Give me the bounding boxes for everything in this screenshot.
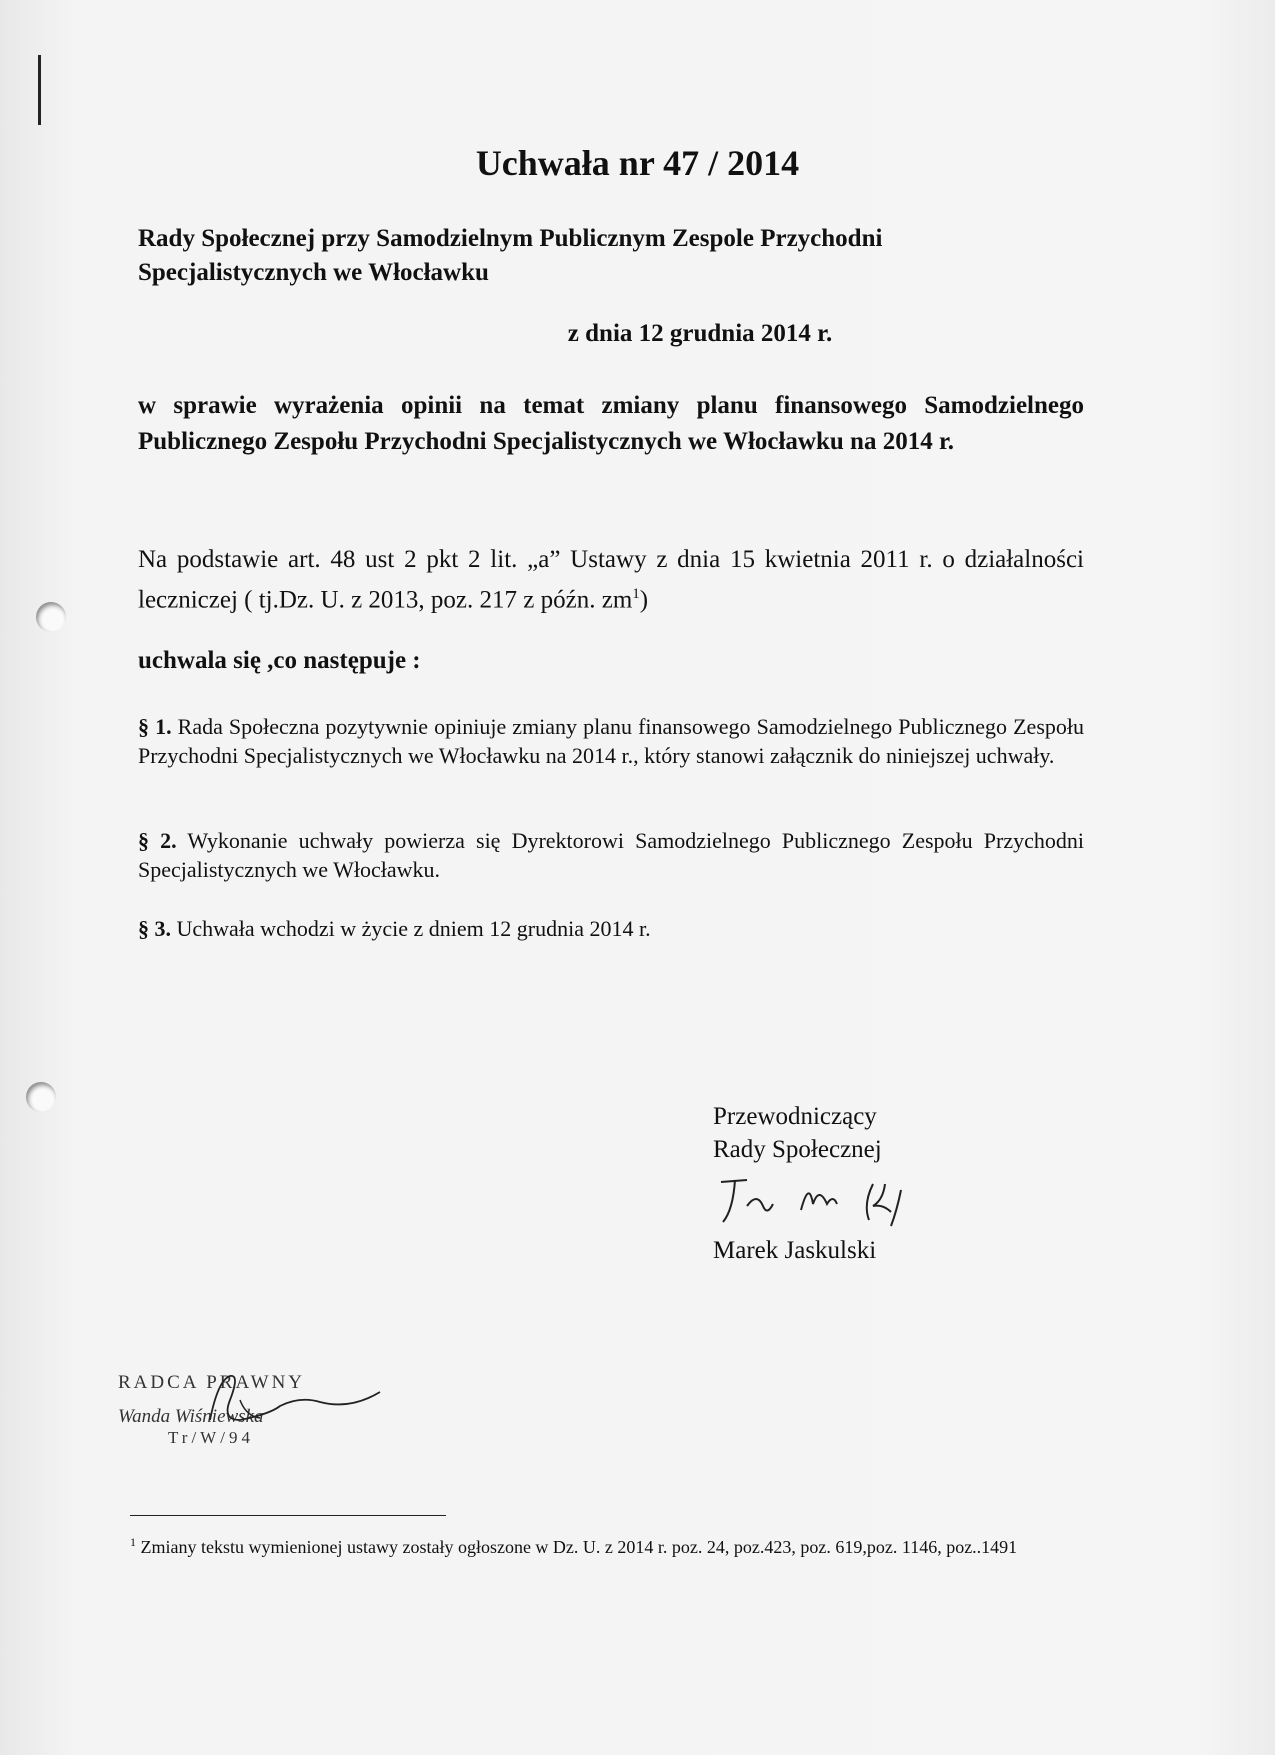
legal-basis-end: )	[639, 586, 649, 614]
paragraph-2	[138, 826, 1084, 884]
paragraph-number: § 2.	[138, 828, 177, 853]
chair-title	[713, 1100, 882, 1166]
paragraph-text: Uchwała wchodzi w życie z dniem 12 grudnia 2014 r.	[171, 916, 651, 941]
legal-advisor-stamp: RADCA PRAWNY	[118, 1372, 306, 1393]
council-name-line: Rady Społecznej przy Samodzielnym Publicznym Zespole Przychodni	[138, 225, 883, 252]
resolution-title: Uchwała nr 47 / 2014	[475, 143, 800, 183]
paragraph-text: Rada Społeczna pozytywnie opiniuje zmiany planu finansowego Samodzielnego Publicznego Zespołu Przychodni Specjalistycznych we Włocławku na 2014 r., który stanowi załącznik do niniejszej uchwały.	[138, 714, 1084, 768]
resolution-subject: w sprawie wyrażenia opinii na temat zmiany planu finansowego Samodzielnego Publicznego Zespołu Przychodni Specjalistycznych we Włocławku na 2014 r.	[138, 392, 1084, 455]
binder-mark	[38, 55, 41, 125]
footnote-reference: 1	[632, 586, 640, 602]
legal-advisor-number: Tr/W/94	[168, 1428, 254, 1447]
paragraph-1	[138, 712, 1084, 770]
legal-basis-text: Na podstawie art. 48 ust 2 pkt 2 lit. „a” Ustawy z dnia 15 kwietnia 2011 r. o działalności leczniczej ( tj.Dz. U. z 2013, poz. 217 z późn. zm	[138, 546, 1084, 614]
resolution-date: z dnia 12 grudnia 2014 r.	[567, 320, 833, 347]
paragraph-number: § 3.	[138, 916, 171, 941]
paragraph-text: Wykonanie uchwały powierza się Dyrektorowi Samodzielnego Publicznego Zespołu Przychodni Specjalistycznych we Włocławku.	[138, 828, 1084, 882]
chair-title-line: Rady Społecznej	[713, 1136, 882, 1163]
council-name-line: Specjalistycznych we Włocławku	[138, 259, 489, 286]
footnote-separator	[130, 1515, 446, 1516]
decides-heading: uchwala się ,co następuje :	[138, 647, 421, 674]
punch-hole	[36, 602, 66, 632]
legal-basis	[138, 543, 1084, 617]
chair-name: Marek Jaskulski	[713, 1237, 877, 1264]
chair-title-line: Przewodniczący	[713, 1103, 877, 1130]
chair-signature	[713, 1170, 953, 1230]
footnote-text: Zmiany tekstu wymienionej ustawy zostały ogłoszone w Dz. U. z 2014 r. poz. 24, poz.423, poz. 619,poz. 1146, poz..1491	[136, 1537, 1018, 1557]
council-name	[138, 222, 1088, 290]
punch-hole	[26, 1082, 56, 1112]
legal-advisor-name: Wanda Wiśniewska	[118, 1406, 264, 1427]
paragraph-3	[138, 914, 1084, 943]
paragraph-number: § 1.	[138, 714, 172, 739]
legal-advisor-signature	[150, 1370, 390, 1450]
footnote	[130, 1530, 1090, 1559]
footnote-mark: 1	[130, 1535, 136, 1549]
